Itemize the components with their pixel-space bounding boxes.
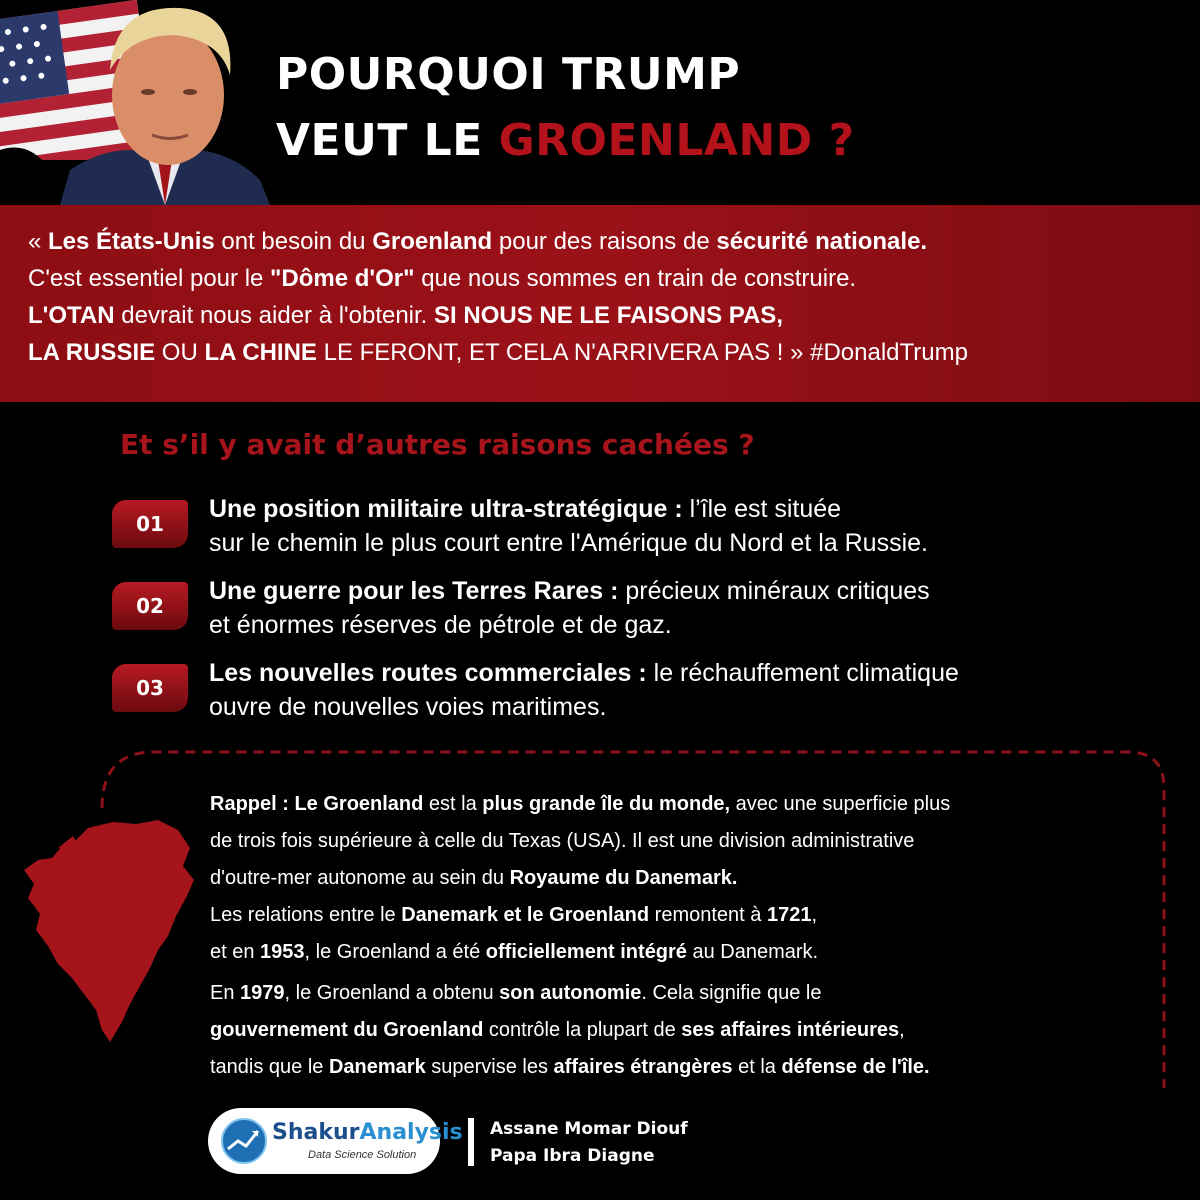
reminder-bold: officiellement intégré <box>485 941 687 963</box>
title-line-2 <box>276 108 1096 174</box>
quote-text: que nous sommes en train de construire. <box>414 265 857 292</box>
page-title <box>276 42 1096 174</box>
quote-bold: sécurité nationale. <box>716 228 928 255</box>
quote-bold: LA CHINE <box>204 339 317 366</box>
quote-text: ont besoin du <box>214 228 373 255</box>
reminder-bold: ses affaires intérieures <box>681 1019 900 1041</box>
reason-line-1 <box>209 656 1149 690</box>
reminder-span: au Danemark. <box>686 941 819 963</box>
reminder-bold: 1979 <box>240 982 285 1004</box>
reason-number-badge: 02 <box>112 582 188 630</box>
reason-item <box>112 492 1152 572</box>
reminder-span: et en <box>210 941 261 963</box>
reminder-text <box>210 786 1160 1086</box>
reminder-bold: Royaume du Danemark. <box>509 867 738 889</box>
reason-line-1 <box>209 492 1149 526</box>
authors <box>490 1116 688 1170</box>
title-accent: GROENLAND ? <box>498 115 855 166</box>
reason-line-2: et énormes réserves de pétrole et de gaz. <box>209 611 672 639</box>
logo-name <box>272 1120 463 1145</box>
reminder-bold: gouvernement du Groenland <box>210 1019 484 1041</box>
reminder-span: . Cela signifie que le <box>641 982 822 1004</box>
reason-detail: l’île est située <box>682 495 842 523</box>
reminder-bold: 1953 <box>260 941 305 963</box>
reason-number-badge: 01 <box>112 500 188 548</box>
footer-divider <box>468 1118 474 1166</box>
author-name: Papa Ibra Diagne <box>490 1146 655 1166</box>
reason-line-1 <box>209 574 1149 608</box>
reason-line-2: sur le chemin le plus court entre l'Amérique du Nord et la Russie. <box>209 529 928 557</box>
title-prefix: VEUT LE <box>276 115 499 166</box>
reminder-line <box>210 860 1160 897</box>
quote-bold: "Dôme d'Or" <box>270 265 415 292</box>
quote-band <box>0 205 1200 402</box>
reason-line-2: ouvre de nouvelles voies maritimes. <box>209 693 607 721</box>
quote-bold: Groenland <box>372 228 493 255</box>
reason-title: Une position militaire ultra-stratégique : <box>209 495 683 523</box>
reminder-span: Les relations entre le <box>210 904 402 926</box>
reason-item <box>112 656 1152 736</box>
reminder-bold: affaires étrangères <box>553 1056 733 1078</box>
reason-text <box>209 492 1149 560</box>
logo-name-part: Shakur <box>272 1120 360 1145</box>
reminder-line <box>210 975 1160 1012</box>
reminder-bold: Danemark et le Groenland <box>401 904 650 926</box>
reminder-span: tandis que le <box>210 1056 329 1078</box>
reason-title: Les nouvelles routes commerciales : <box>209 659 647 687</box>
reminder-span: supervise les <box>425 1056 554 1078</box>
reminder-bold: Danemark <box>328 1056 426 1078</box>
reminder-span: , le Groenland a été <box>304 941 486 963</box>
reminder-line <box>210 897 1160 934</box>
reason-title: Une guerre pour les Terres Rares : <box>209 577 619 605</box>
reminder-line <box>210 1049 1160 1086</box>
reminder-span: , <box>899 1019 905 1041</box>
portrait-image <box>60 0 270 205</box>
logo-tagline: Data Science Solution <box>308 1149 417 1161</box>
quote-line-2 <box>28 260 1200 297</box>
reason-text <box>209 574 1149 642</box>
quote-text: C'est essentiel pour le <box>28 265 271 292</box>
title-line-1: POURQUOI TRUMP <box>276 49 741 100</box>
reminder-span: avec une superficie plus <box>730 793 951 815</box>
reminder-bold: plus grande île du monde, <box>482 793 731 815</box>
reason-text <box>209 656 1149 724</box>
reminder-line <box>210 786 1160 823</box>
quote-text: LE FERONT, ET CELA N'ARRIVERA PAS ! » #DonaldTrump <box>316 339 968 366</box>
quote-text: pour des raisons de <box>492 228 717 255</box>
reminder-span: est la <box>423 793 483 815</box>
reminder-span: remontent à <box>649 904 767 926</box>
quote-text: « <box>28 228 49 255</box>
quote-line-3 <box>28 297 1200 334</box>
reminder-bold: 1721 <box>766 904 812 926</box>
reminder-line <box>210 934 1160 971</box>
shakur-analysis-logo <box>208 1108 463 1174</box>
reason-item <box>112 574 1152 654</box>
reminder-line: de trois fois supérieure à celle du Texas (USA). Il est une division administrative <box>210 830 915 852</box>
quote-text: OU <box>155 339 205 366</box>
reminder-span: et la <box>732 1056 782 1078</box>
reminder-span: contrôle la plupart de <box>483 1019 682 1041</box>
reminder-bold: Rappel : Le Groenland <box>210 793 424 815</box>
reminder-span: d'outre-mer autonome au sein du <box>210 867 510 889</box>
reason-detail: le réchauffement climatique <box>646 659 959 687</box>
quote-bold: Les États-Unis <box>48 228 215 255</box>
reason-detail: précieux minéraux critiques <box>618 577 930 605</box>
quote-line-1 <box>28 223 1200 260</box>
quote-bold: L'OTAN <box>28 302 115 329</box>
quote-text: devrait nous aider à l'obtenir. <box>114 302 435 329</box>
reason-number-badge: 03 <box>112 664 188 712</box>
reminder-bold: défense de l'île. <box>781 1056 930 1078</box>
greenland-map-icon <box>18 818 198 1048</box>
section-heading: Et s’il y avait d’autres raisons cachées ? <box>120 428 755 461</box>
reminder-span: En <box>210 982 241 1004</box>
quote-bold: LA RUSSIE <box>28 339 156 366</box>
quote-line-4 <box>28 334 1200 371</box>
author-name: Assane Momar Diouf <box>490 1119 688 1139</box>
reminder-span: , le Groenland a obtenu <box>284 982 500 1004</box>
reminder-line <box>210 1012 1160 1049</box>
logo-name-part: Analysis <box>359 1120 463 1145</box>
analytics-globe-icon <box>220 1117 268 1165</box>
reminder-span: , <box>811 904 818 926</box>
reminder-bold: son autonomie <box>499 982 642 1004</box>
quote-bold: SI NOUS NE LE FAISONS PAS, <box>434 302 783 329</box>
